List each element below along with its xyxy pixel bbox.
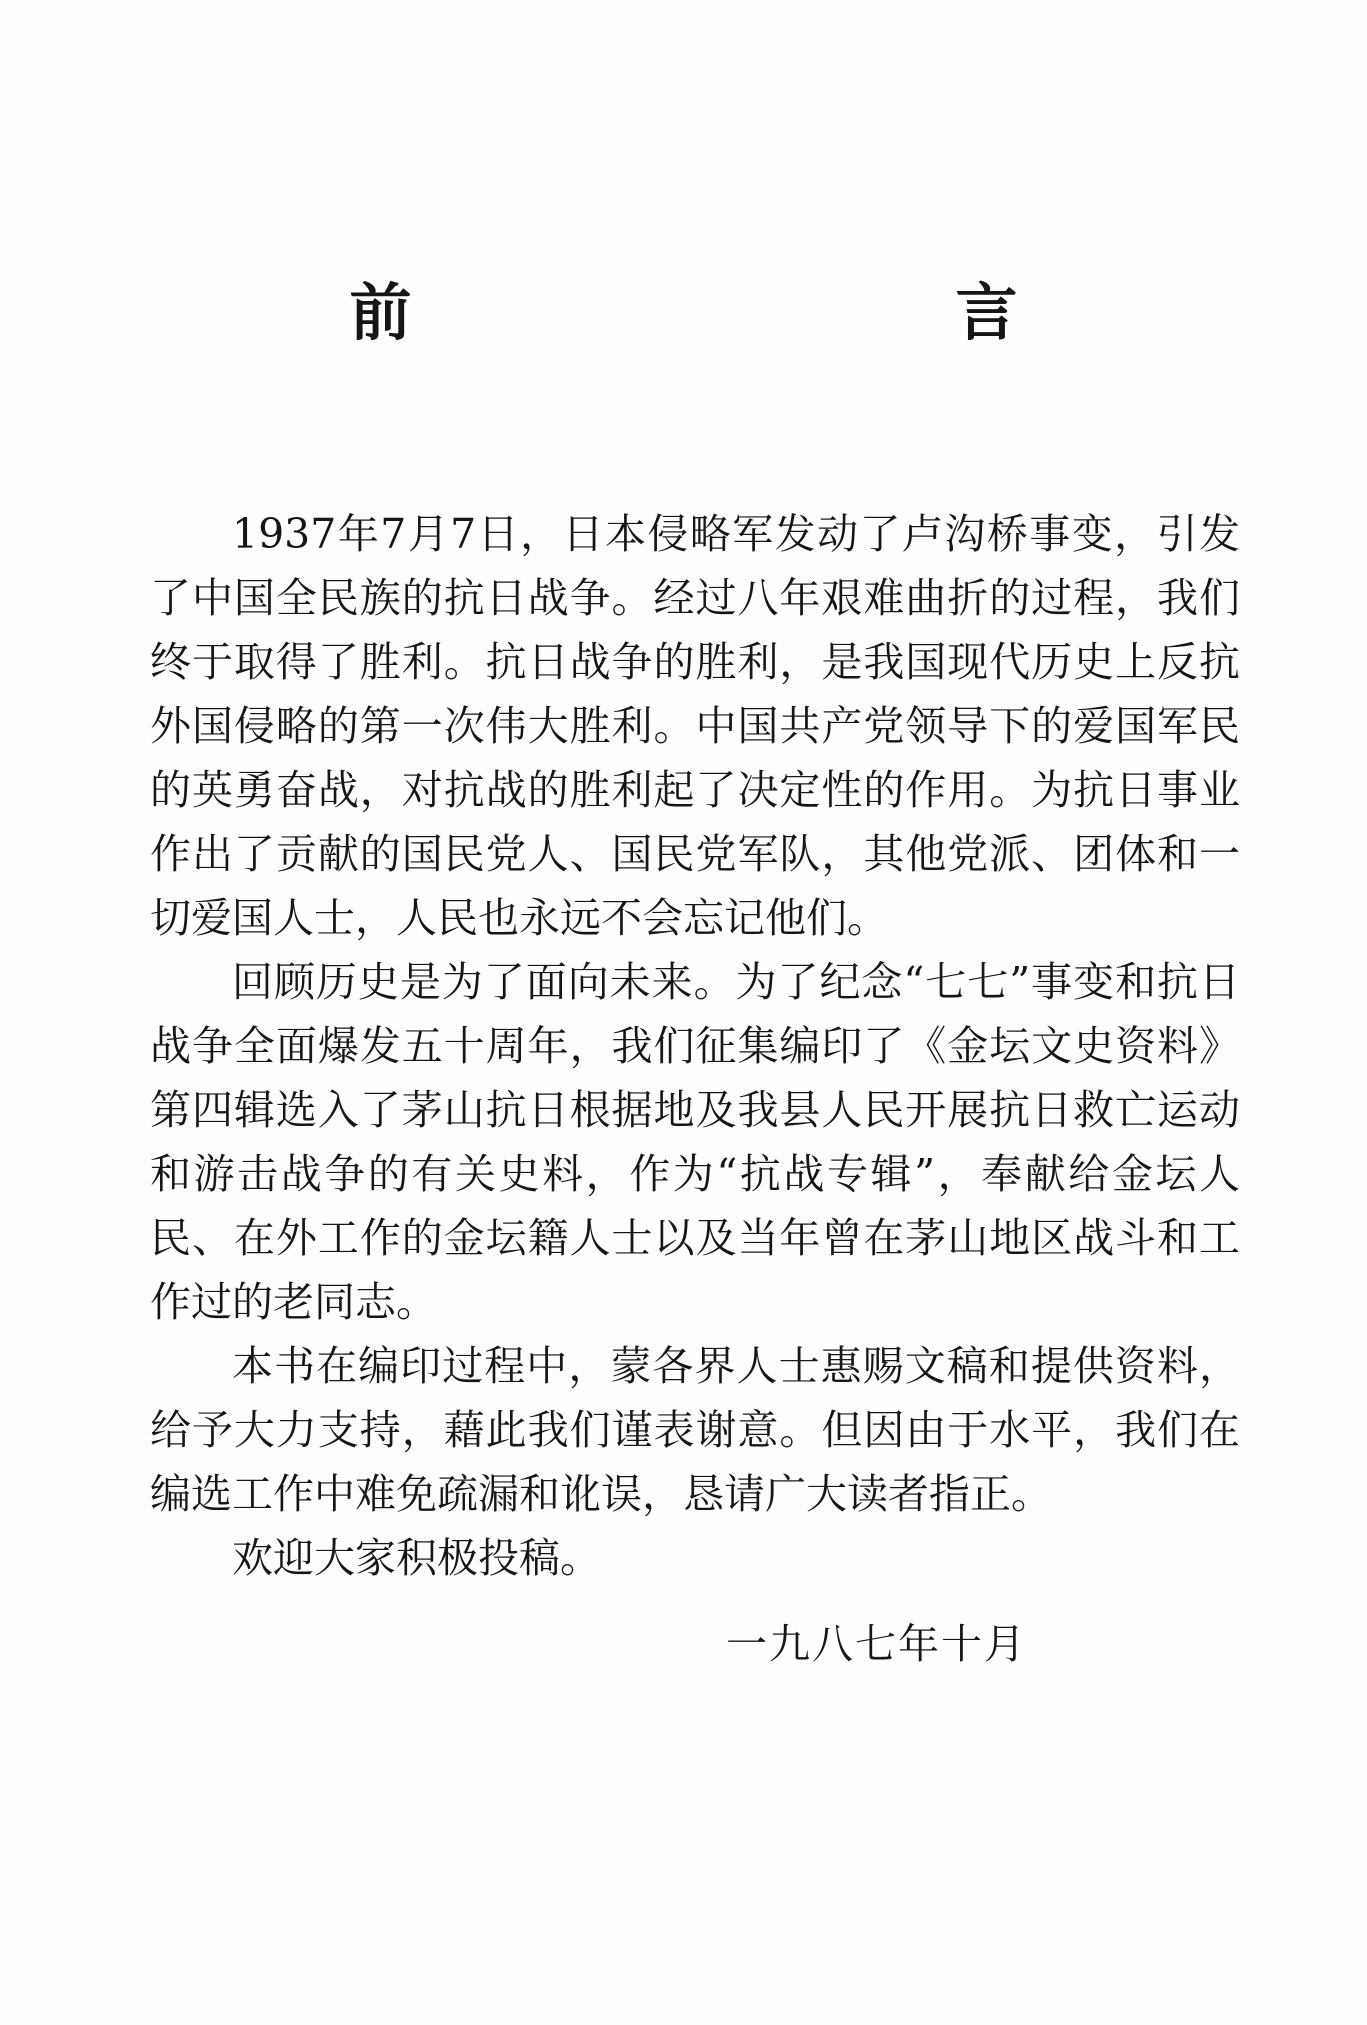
paragraph-4: 欢迎大家积极投稿。 [232,1534,601,1582]
paragraph-2: 回顾历史是为了面向未来。为了纪念“七七”事变和抗日战争全面爆发五十周年，我们征集编印了《金坛文史资料》第四辑选入了茅山抗日根据地及我县人民开展抗日救亡运动和游击战争的有关史料，作为“抗战专辑”，奉献给金坛人民、在外工作的金坛籍人士以及当年曾在茅山地区战斗和工作过的老同志。 [150,958,1240,1326]
paragraph-1: 1937年7月7日，日本侵略军发动了卢沟桥事变，引发了中国全民族的抗日战争。经过八年艰难曲折的过程，我们终于取得了胜利。抗日战争的胜利，是我国现代历史上反抗外国侵略的第一次伟大胜利。中国共产党领导下的爱国军民的英勇奋战，对抗战的胜利起了决定性的作用。为抗日事业作出了贡献的国民党人、国民党军队，其他党派、团体和一切爱国人士，人民也永远不会忘记他们。 [150,510,1240,942]
signature-date: 一九八七年十月 [726,1620,1027,1668]
paragraph-3: 本书在编印过程中，蒙各界人士惠赐文稿和提供资料，给予大力支持，藉此我们谨表谢意。但因由于水平，我们在编选工作中难免疏漏和讹误，恳请广大读者指正。 [150,1342,1240,1518]
page-title: 前 言 [349,276,1158,349]
preface-body [150,502,1240,1590]
